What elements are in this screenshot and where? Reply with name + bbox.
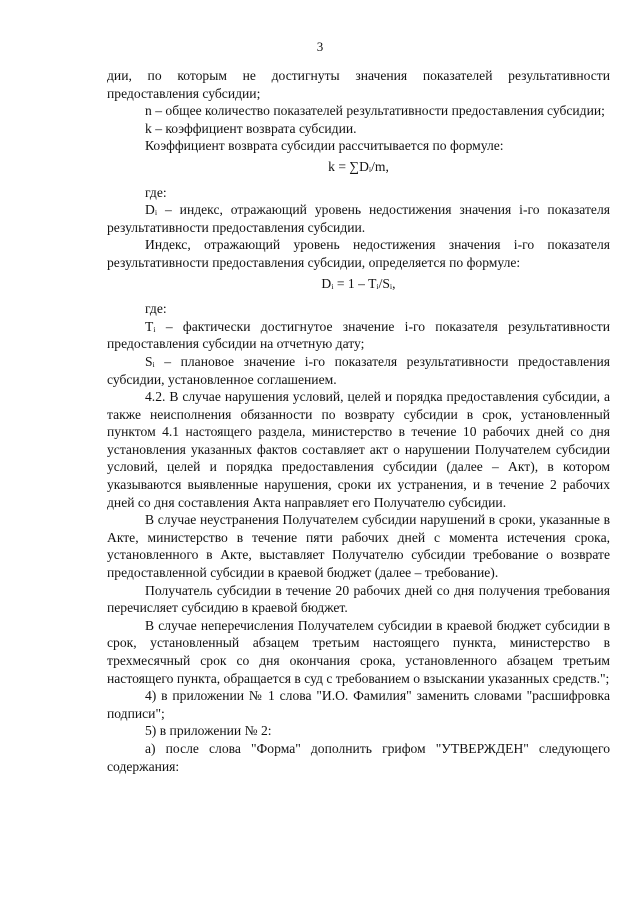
document-body [107,67,610,775]
paragraph: Коэффициент возврата субсидии рассчитывается по формуле: [145,138,504,154]
paragraph: где: [145,184,167,200]
paragraph: 4.2. В случае нарушения условий, целей и порядка предоставления субсидии, а также неисполнения обязанности по возврату субсидии в срок, установленный пунктом 4.1 настоящего раздела, министерство в течение 10 рабочих дней со дня установления указанных фактов составляет акт о нарушении Получателем субсидии условий, целей и порядка предоставления субсидии (далее – Акт), в котором указываются выявленные нарушения, сроки их устранения, и в течение 2 рабочих дней со дня составления Акта направляет его Получателю субсидии. [107,389,610,510]
paragraph: Dᵢ – индекс, отражающий уровень недостижения значения i-го показателя результативности предоставления субсидии. [107,202,610,235]
paragraph: n – общее количество показателей результативности предоставления субсидии; [145,103,605,119]
page-number: 3 [316,39,324,54]
paragraph: k – коэффициент возврата субсидии. [145,120,357,136]
paragraph: В случае неперечисления Получателем субсидии в краевой бюджет субсидии в срок, установленный абзацем третьим настоящего пункта, министерство в трехмесячный срок со дня окончания срока, установленного абзацем третьим настоящего пункта, обращается в суд с требованием о взыскании указанных средств."; [107,617,610,686]
paragraph: дии, по которым не достигнуты значения показателей результативности предоставления субсидии; [107,68,610,101]
formula: Dᵢ = 1 – Tᵢ/Sᵢ, [321,275,396,291]
paragraph: Получатель субсидии в течение 20 рабочих дней со дня получения требования перечисляет субсидию в краевой бюджет. [107,582,610,616]
paragraph: Sᵢ – плановое значение i-го показателя результативности предоставления субсидии, установленное соглашением. [107,353,610,387]
paragraph: 4) в приложении № 1 слова "И.О. Фамилия" заменить словами "расшифровка подписи"; [107,688,610,721]
paragraph: 5) в приложении № 2: [145,723,272,739]
paragraph: Tᵢ – фактически достигнутое значение i-го показателя результативности предоставления субсидии на отчетную дату; [107,318,610,352]
paragraph: Индекс, отражающий уровень недостижения значения i-го показателя результативности предоставления субсидии, определяется по формуле: [107,237,610,270]
formula: k = ∑Dᵢ/m, [328,158,389,174]
paragraph: где: [145,301,167,317]
paragraph: В случае неустранения Получателем субсидии нарушений в сроки, указанные в Акте, министерство в течение пяти рабочих дней с момента истечения срока, установленного в Акте, выставляет Получателю субсидии требование о возврате предоставленной субсидии в краевой бюджет (далее – требование). [107,512,610,581]
paragraph: а) после слова "Форма" дополнить грифом "УТВЕРЖДЕН" следующего содержания: [107,740,610,774]
